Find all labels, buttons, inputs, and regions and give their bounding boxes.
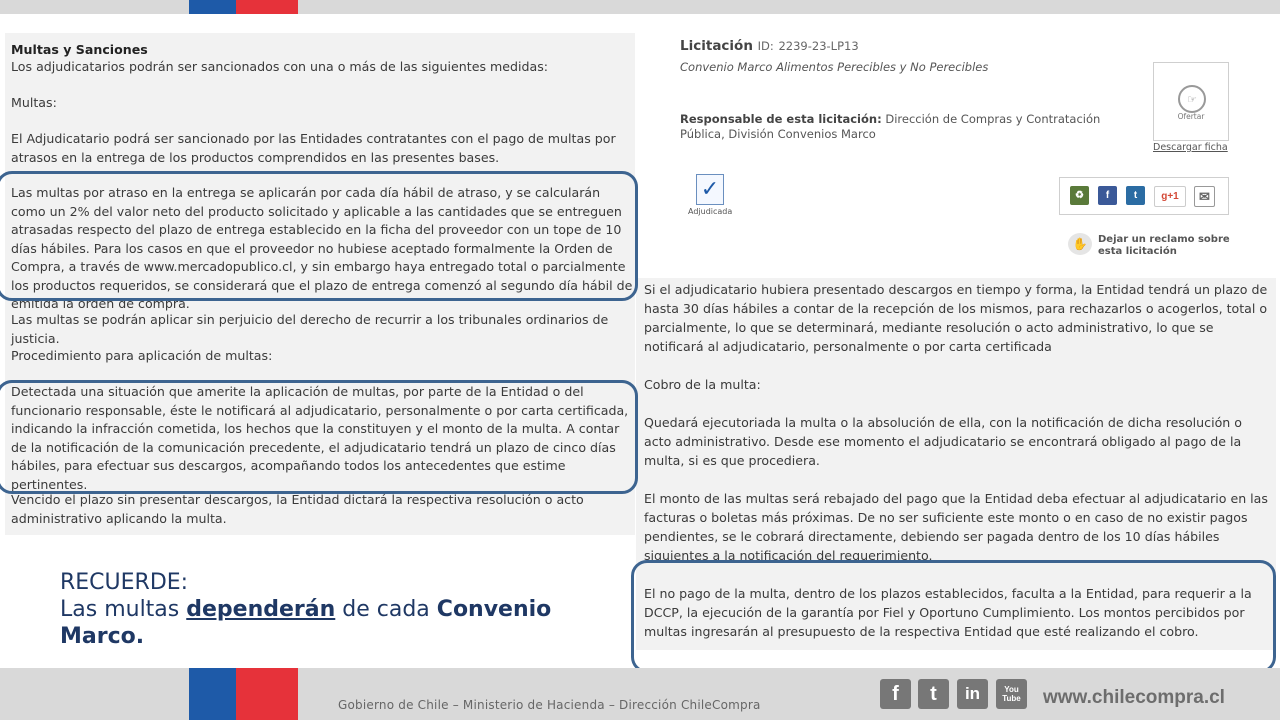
linkedin-icon[interactable]: in — [957, 679, 988, 709]
responsable-label: Responsable de esta licitación: — [680, 112, 882, 126]
doc-paragraph: El monto de las multas será rebajado del pago que la Entidad deba efectuar al adjudicatario en las facturas o boletas más próximas. De no ser suficiente este monto o en caso de no existir pagos pendientes, se le cobrará directamente, debiendo ser pagada dentro de los 10 días hábiles siguientes a la notificación del requerimiento. — [644, 491, 1268, 563]
reclamo-icon[interactable]: ✋ — [1068, 233, 1092, 255]
flag-stripe-red — [236, 668, 298, 720]
doc-paragraph: Quedará ejecutoriada la multa o la absolución de ella, con la notificación de dicha resolución o acto administrativo. Desde ese momento el adjudicatario se encontrará obligado al pago de la multa, si es que procediera. — [644, 415, 1242, 468]
highlight-outline — [631, 560, 1276, 673]
licitacion-subtitle: Convenio Marco Alimentos Perecibles y No Perecibles — [680, 60, 989, 74]
check-icon: ✓ — [696, 174, 724, 205]
flag-stripe-red — [236, 0, 298, 14]
doc-paragraph-highlight: Detectada una situación que amerite la aplicación de multas, por parte de la Entidad o del funcionario responsable, éste le notificará al adjudicatario, personalmente o por carta certificada, indicando la infracción cometida, los hechos que la constituyen y el monto de la multa. A contar de la notificación de la comunicación precedente, el adjudicatario tendrá un plazo de cinco días hábiles, para efectuar sus descargos, acompañando todos los antecedentes que estime pertinentes. — [11, 384, 629, 492]
share-icon[interactable]: ♻ — [1070, 186, 1089, 205]
recuerde-note — [60, 569, 630, 650]
recuerde-body — [60, 596, 630, 650]
adjudicada-label: Adjudicada — [688, 207, 733, 216]
doc-paragraph: Las multas se podrán aplicar sin perjuicio del derecho de recurrir a los tribunales ordinarios de justicia. — [11, 312, 609, 346]
doc-paragraph: Vencido el plazo sin presentar descargos, la Entidad dictará la respectiva resolución o acto administrativo aplicando la multa. — [11, 492, 584, 526]
mail-icon[interactable]: ✉ — [1194, 186, 1215, 207]
note-underlined: dependerán — [186, 597, 336, 622]
descargar-ficha-link[interactable]: Descargar ficha — [1153, 142, 1228, 153]
licitacion-id-prefix: ID: — [757, 39, 774, 53]
doc-paragraph: El Adjudicatario podrá ser sancionado por las Entidades contratantes con el pago de multas por atrasos en la entrega de los productos comprendidos en las presentes bases. — [11, 131, 616, 165]
note-prefix: Las multas — [60, 597, 187, 622]
doc-paragraph-highlight: Las multas por atraso en la entrega se aplicarán por cada día hábil de atraso, y se calcularán como un 2% del valor neto del producto solicitado y aplicable a las cantidades que se entreguen atrasadas respecto del plazo de entrega establecido en la ficha del proveedor con un tope de 10 días hábiles. Para los casos en que el proveedor no hubiese aceptado formalmente la Orden de Compra, a través de www.mercadopublico.cl, y sin embargo haya entregado total o parcialmente los productos requeridos, se considerará que el plazo de entrega comenzó al segundo día hábil de emitida la orden de compra. — [11, 185, 633, 311]
doc-paragraph: Si el adjudicatario hubiera presentado descargos en tiempo y forma, la Entidad tendrá un plazo de hasta 30 días hábiles a contar de la recepción de los mismos, para rechazarlos o acogerlos, total o parcialmente, lo que se determinará, mediante resolución o acto administrativo, lo que se notificará al adjudicatario, personalmente o por carta certificada — [644, 282, 1268, 354]
hand-icon: ☞ — [1178, 85, 1206, 113]
share-bar — [1059, 177, 1229, 215]
licitacion-title — [680, 38, 859, 54]
facebook-icon[interactable]: f — [1098, 186, 1117, 205]
note-bold-end: Convenio Marco. — [60, 597, 552, 649]
footer-url[interactable]: www.chilecompra.cl — [1043, 687, 1225, 708]
twitter-icon[interactable]: t — [1126, 186, 1145, 205]
twitter-icon[interactable]: t — [918, 679, 949, 709]
facebook-icon[interactable]: f — [880, 679, 911, 709]
highlight-outline — [0, 380, 638, 494]
doc-title: Multas y Sanciones — [11, 42, 148, 57]
ofertar-button[interactable] — [1153, 62, 1229, 141]
note-middle: de cada — [335, 597, 437, 622]
cobro-heading: Cobro de la multa: — [644, 377, 761, 392]
youtube-icon[interactable]: You Tube — [996, 679, 1027, 709]
recuerde-title: RECUERDE: — [60, 570, 189, 595]
procedimiento-heading: Procedimiento para aplicación de multas: — [11, 348, 273, 363]
flag-stripe-blue — [189, 668, 236, 720]
reclamo-link[interactable]: Dejar un reclamo sobre esta licitación — [1098, 234, 1230, 257]
responsable — [680, 112, 1110, 142]
responsable-value: Dirección de Compras y Contratación Pública, División Convenios Marco — [680, 112, 1101, 141]
highlight-outline — [0, 171, 638, 301]
footer-text: Gobierno de Chile – Ministerio de Hacienda – Dirección ChileCompra — [338, 698, 761, 712]
google-plus-icon[interactable]: g+1 — [1154, 186, 1186, 207]
doc-paragraph-highlight: El no pago de la multa, dentro de los plazos establecidos, faculta a la Entidad, para requerir a la DCCP, la ejecución de la garantía por Fiel y Oportuno Cumplimiento. Los montos percibidos por multas ingresarán al presupuesto de la respectiva Entidad que esté realizando el cobro. — [644, 586, 1252, 639]
ofertar-label: Ofertar — [1177, 112, 1205, 121]
flag-stripe-blue — [189, 0, 236, 14]
licitacion-id: 2239-23-LP13 — [778, 39, 859, 53]
multas-heading: Multas: — [11, 95, 57, 110]
licitacion-label: Licitación — [680, 38, 753, 54]
doc-intro: Los adjudicatarios podrán ser sancionados con una o más de las siguientes medidas: — [11, 59, 549, 74]
